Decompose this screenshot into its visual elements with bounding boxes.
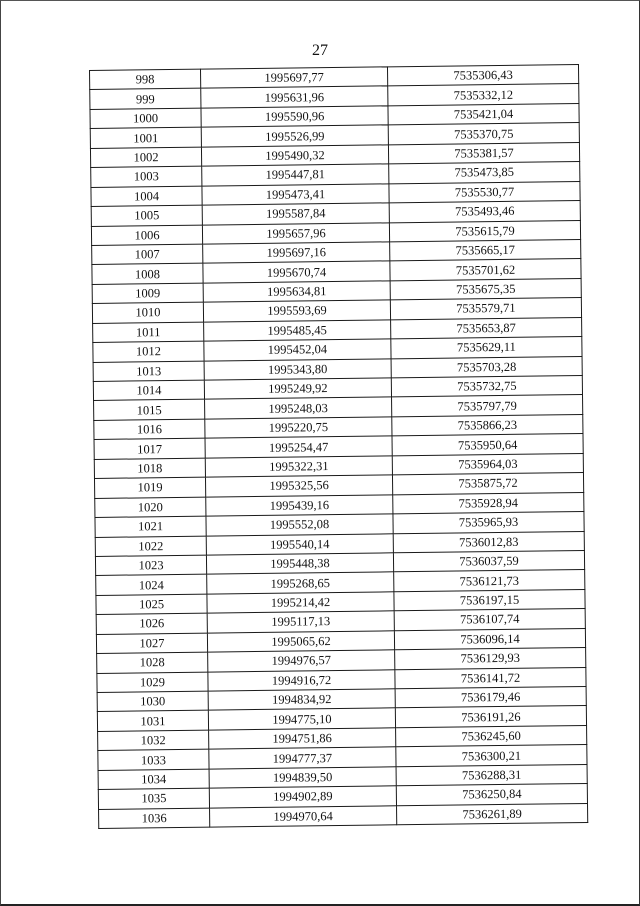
x-coordinate-cell: 1994976,57: [208, 650, 395, 672]
point-number-cell: 1028: [97, 652, 208, 673]
y-coordinate-cell: 7536096,14: [394, 628, 585, 650]
y-coordinate-cell: 7536012,83: [393, 531, 584, 553]
point-number-cell: 1007: [92, 244, 203, 265]
x-coordinate-cell: 1995540,14: [206, 533, 393, 555]
x-coordinate-cell: 1994902,89: [209, 786, 396, 808]
coordinates-table: [89, 64, 586, 829]
y-coordinate-cell: 7535530,77: [389, 181, 580, 203]
point-number-cell: 1030: [97, 691, 208, 712]
y-coordinate-cell: 7536037,59: [393, 550, 584, 572]
y-coordinate-cell: 7536245,60: [396, 725, 587, 747]
y-coordinate-cell: 7536197,15: [394, 589, 585, 611]
y-coordinate-cell: 7535615,79: [389, 220, 580, 242]
point-number-cell: 1006: [91, 225, 202, 246]
x-coordinate-cell: 1995248,03: [205, 397, 392, 419]
x-coordinate-cell: 1995343,80: [204, 358, 391, 380]
point-number-cell: 1013: [93, 361, 204, 382]
x-coordinate-cell: 1995526,99: [201, 125, 388, 147]
y-coordinate-cell: 7535370,75: [388, 123, 579, 145]
point-number-cell: 1014: [93, 380, 204, 401]
y-coordinate-cell: 7535473,85: [389, 162, 580, 184]
y-coordinate-cell: 7535950,64: [392, 434, 583, 456]
x-coordinate-cell: 1995657,96: [202, 222, 389, 244]
x-coordinate-cell: 1995220,75: [205, 417, 392, 439]
y-coordinate-cell: 7535675,35: [390, 278, 581, 300]
point-number-cell: 1021: [95, 516, 206, 537]
point-number-cell: 1035: [98, 788, 209, 809]
x-coordinate-cell: 1994970,64: [210, 805, 397, 827]
point-number-cell: 1031: [97, 711, 208, 732]
y-coordinate-cell: 7536107,74: [394, 609, 585, 631]
x-coordinate-cell: 1995117,13: [207, 611, 394, 633]
point-number-cell: 1025: [96, 594, 207, 615]
x-coordinate-cell: 1995065,62: [207, 630, 394, 652]
x-coordinate-cell: 1995249,92: [204, 378, 391, 400]
x-coordinate-cell: 1995473,41: [202, 183, 389, 205]
x-coordinate-cell: 1995452,04: [204, 339, 391, 361]
point-number-cell: 1012: [93, 341, 204, 362]
x-coordinate-cell: 1995322,31: [205, 456, 392, 478]
y-coordinate-cell: 7535964,03: [392, 453, 583, 475]
y-coordinate-cell: 7535928,94: [393, 492, 584, 514]
x-coordinate-cell: 1995697,16: [203, 242, 390, 264]
y-coordinate-cell: 7535866,23: [392, 414, 583, 436]
x-coordinate-cell: 1994916,72: [208, 669, 395, 691]
page-number: 27: [312, 42, 328, 59]
x-coordinate-cell: 1995447,81: [202, 164, 389, 186]
point-number-cell: 998: [90, 69, 201, 90]
y-coordinate-cell: 7535629,11: [391, 337, 582, 359]
point-number-cell: 1017: [94, 438, 205, 459]
point-number-cell: 1000: [90, 108, 201, 129]
x-coordinate-cell: 1995214,42: [207, 592, 394, 614]
point-number-cell: 1011: [93, 322, 204, 343]
y-coordinate-cell: 7535732,75: [391, 375, 582, 397]
point-number-cell: 1016: [94, 419, 205, 440]
x-coordinate-cell: 1995670,74: [203, 261, 390, 283]
x-coordinate-cell: 1995634,81: [203, 281, 390, 303]
y-coordinate-cell: 7535703,28: [391, 356, 582, 378]
x-coordinate-cell: 1995697,77: [200, 67, 387, 89]
x-coordinate-cell: 1995254,47: [205, 436, 392, 458]
x-coordinate-cell: 1994751,86: [209, 728, 396, 750]
point-number-cell: 1008: [92, 263, 203, 284]
point-number-cell: 1022: [95, 536, 206, 557]
point-number-cell: 1029: [97, 672, 208, 693]
point-number-cell: 1036: [99, 808, 210, 829]
x-coordinate-cell: 1994777,37: [209, 747, 396, 769]
y-coordinate-cell: 7535306,43: [387, 65, 578, 87]
table-body: [90, 65, 588, 829]
y-coordinate-cell: 7536129,93: [395, 648, 586, 670]
y-coordinate-cell: 7536179,46: [395, 686, 586, 708]
x-coordinate-cell: 1994775,10: [208, 708, 395, 730]
y-coordinate-cell: 7535701,62: [390, 259, 581, 281]
y-coordinate-cell: 7535653,87: [391, 317, 582, 339]
x-coordinate-cell: 1995631,96: [201, 86, 388, 108]
point-number-cell: 1009: [92, 283, 203, 304]
y-coordinate-cell: 7536300,21: [396, 745, 587, 767]
x-coordinate-cell: 1995590,96: [201, 106, 388, 128]
point-number-cell: 1027: [96, 633, 207, 654]
point-number-cell: 1024: [96, 574, 207, 595]
point-number-cell: 1032: [98, 730, 209, 751]
x-coordinate-cell: 1995439,16: [206, 494, 393, 516]
point-number-cell: 1003: [91, 166, 202, 187]
x-coordinate-cell: 1995593,69: [203, 300, 390, 322]
x-coordinate-cell: 1994834,92: [208, 689, 395, 711]
point-number-cell: 1026: [96, 613, 207, 634]
y-coordinate-cell: 7536261,89: [397, 803, 588, 825]
point-number-cell: 1023: [95, 555, 206, 576]
x-coordinate-cell: 1995552,08: [206, 514, 393, 536]
x-coordinate-cell: 1995490,32: [201, 145, 388, 167]
point-number-cell: 1015: [94, 400, 205, 421]
y-coordinate-cell: 7536121,73: [394, 570, 585, 592]
y-coordinate-cell: 7535332,12: [388, 84, 579, 106]
y-coordinate-cell: 7536250,84: [396, 784, 587, 806]
x-coordinate-cell: 1995448,38: [206, 553, 393, 575]
y-coordinate-cell: 7536191,26: [395, 706, 586, 728]
x-coordinate-cell: 1995485,45: [204, 320, 391, 342]
point-number-cell: 1018: [94, 458, 205, 479]
point-number-cell: 1001: [90, 127, 201, 148]
point-number-cell: 1034: [98, 769, 209, 790]
y-coordinate-cell: 7535579,71: [390, 298, 581, 320]
x-coordinate-cell: 1995325,56: [205, 475, 392, 497]
point-number-cell: 1004: [91, 186, 202, 207]
y-coordinate-cell: 7535875,72: [392, 473, 583, 495]
y-coordinate-cell: 7535381,57: [388, 142, 579, 164]
point-number-cell: 1002: [90, 147, 201, 168]
y-coordinate-cell: 7535493,46: [389, 201, 580, 223]
point-number-cell: 1019: [94, 477, 205, 498]
x-coordinate-cell: 1995268,65: [207, 572, 394, 594]
point-number-cell: 1033: [98, 749, 209, 770]
point-number-cell: 1005: [91, 205, 202, 226]
y-coordinate-cell: 7535965,93: [393, 512, 584, 534]
x-coordinate-cell: 1994839,50: [209, 767, 396, 789]
x-coordinate-cell: 1995587,84: [202, 203, 389, 225]
y-coordinate-cell: 7536141,72: [395, 667, 586, 689]
y-coordinate-cell: 7535421,04: [388, 103, 579, 125]
y-coordinate-cell: 7536288,31: [396, 764, 587, 786]
point-number-cell: 1020: [95, 497, 206, 518]
point-number-cell: 1010: [92, 302, 203, 323]
y-coordinate-cell: 7535665,17: [390, 239, 581, 261]
point-number-cell: 999: [90, 89, 201, 110]
y-coordinate-cell: 7535797,79: [392, 395, 583, 417]
